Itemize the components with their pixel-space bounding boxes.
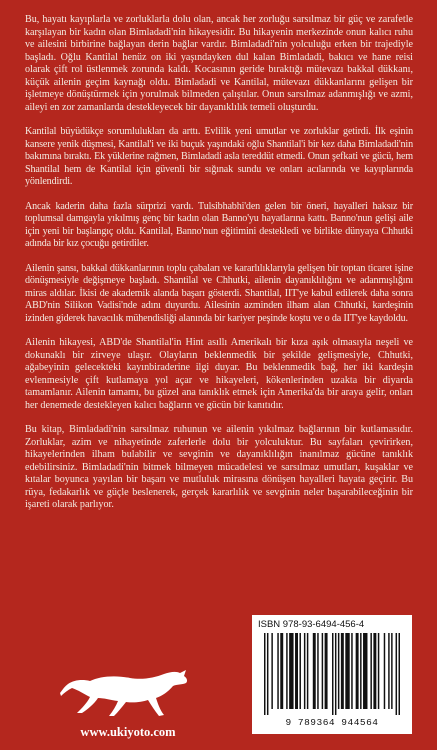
barcode-bar bbox=[360, 633, 361, 709]
barcode-bar bbox=[370, 633, 371, 709]
barcode-bar bbox=[356, 633, 359, 709]
barcode-bar bbox=[391, 633, 392, 709]
synopsis-paragraph-5: Ailenin hikayesi, ABD'de Shantilal'in Hint asıllı Amerikalı bir kıza aşık olmasıyla neşeli ve dokunaklı bir zirveye ulaşır. Olayların beklenmedik bir şekilde gelişmesiyle, Chhutki, ağabeyinin gelecekteki kayınbiraderine ilgi duyar. Bu beklenmedik bağ, her iki kardeşin evlenmesiyle çift kutlamaya yol açar ve hikayeleri, kökenlerinden uzakta bir diyarda tamamlanır. Ailenin tamamı, bu güzel ana tanıklık etmek için Amerika'da bir araya gelir, onları her denemede destekleyen kalıcı bağların ve gücün bir kanıtıdır. bbox=[25, 337, 413, 411]
barcode-bar bbox=[341, 633, 344, 709]
barcode-bar bbox=[304, 633, 305, 709]
barcode-bar bbox=[299, 633, 300, 709]
barcode-bar bbox=[399, 633, 400, 715]
barcode-bar bbox=[378, 633, 379, 709]
barcode-bar bbox=[271, 633, 272, 709]
barcode-bar bbox=[345, 633, 349, 709]
barcode-bar bbox=[332, 633, 333, 715]
barcode-bar bbox=[396, 633, 397, 715]
synopsis-paragraph-3: Ancak kaderin daha fazla sürprizi vardı. Tulsibhabhi'den gelen bir öneri, hayalleri haksız bir toplumsal damgayla yıkılmış genç bir kadın olan Banno'yu hayatlarına kattı. Banno'nun gelişi aile için yeni bir başlangıç oldu. Kantilal, Banno'nun eğitimini destekledi ve birlikte dünyaya Chhutki adında bir kız çocuğu getirdiler. bbox=[25, 200, 413, 249]
barcode-bar bbox=[295, 633, 298, 709]
synopsis-paragraph-1: Bu, hayatı kayıplarla ve zorluklarla dolu olan, ancak her zorluğu sarsılmaz bir güç ve zarafetle karşılayan bir kadın olan Bimladadi'nin hikayesidir. Bu hikayenin merkezinde onun kalıcı ruhu ve ailesini birbirine bağlayan derin bağlar vardır. Bimladadi'nin yolculuğu erken bir trajediyle başladı. Oğlu Kantilal henüz on iki yaşındayken dul kalan Bimladadi, bakıcı ve hane reisi olarak çift rol üstlenmek zorunda kaldı. Kocasının geride bıraktığı mütevazı bakkal dükkanı, küçük ailenin geçim kaynağı oldu. Bimladadi ve Kantilal, mütevazı dükkanlarını gelişen bir işletmeye dönüştürmek için yorulmak bilmeden çalıştılar. Onun sarsılmaz adanmışlığı ve azmi, aileyi en zor zamanlarda destekleyecek bir dayanıklılık temeli oluşturdu. bbox=[25, 14, 413, 113]
barcode-bar bbox=[289, 633, 293, 709]
publisher-website[interactable]: www.ukiyoto.com bbox=[80, 725, 176, 739]
barcode-bar bbox=[388, 633, 389, 709]
barcode-bar bbox=[325, 633, 328, 709]
synopsis-paragraph-6: Bu kitap, Bimladadi'nin sarsılmaz ruhunun ve ailenin yıkılmaz bağlarının bir kutlamasıdır. Zorluklar, azim ve nihayetinde zaferlerle dolu bir yolculuktur. Bu sayfaları çevirirken, hikayelerinden ilham bulabilir ve sevginin ve dayanıklılığın inanılmaz gücüne tanıklık edebilirsiniz. Bimladadi'nin bitmek bilmeyen mücadelesi ve sarsılmaz umutları, kuşaklar ve kıtalar boyunca yayılan bir başarı ve mutluluk mirasına dönüşen hayalleri hayata geçirir. Bu rüya, fedakarlık ve güçle beslenerek, gerçek kararlılık ve sevginin neler başarabileceğinin bir işareti olarak parlıyor. bbox=[25, 424, 413, 510]
barcode-bar bbox=[313, 633, 316, 709]
leopard-icon bbox=[60, 662, 190, 722]
barcode-bar bbox=[267, 633, 268, 715]
synopsis-paragraph-4: Ailenin şansı, bakkal dükkanlarının toplu çabaları ve kararlılıklarıyla gelişen bir toptan ticaret işine dönüşmesiyle değişmeye başladı. Shantilal ve Chhutki, ailenin dayanıklılığını ve adanmışlığını miras aldılar. İkisi de akademik alanda başarı gösterdi. Shantilal, IIT'ye kabul edilerek daha sonra ABD'nin Silikon Vadisi'nde adını duyurdu. Ailesinin azminden ilham alan Chhutki, kardeşinin izinden giderek havacılık mühendisliği alanında bir kariyer peşinde koştu ve o da IIT'ye kaydoldu. bbox=[25, 262, 413, 324]
barcode-bar bbox=[363, 633, 367, 709]
barcode-bar bbox=[286, 633, 287, 709]
barcode-bar bbox=[335, 633, 336, 715]
barcode-bar bbox=[338, 633, 339, 709]
isbn-digits: 9 789364 944564 bbox=[285, 717, 379, 728]
isbn-label: ISBN 978-93-6494-456-4 bbox=[258, 619, 365, 630]
barcode-bar bbox=[307, 633, 308, 709]
barcode bbox=[262, 633, 402, 715]
barcode-bar bbox=[384, 633, 385, 709]
barcode-bar bbox=[277, 633, 278, 709]
barcode-bar bbox=[322, 633, 323, 709]
barcode-bar bbox=[317, 633, 318, 709]
synopsis-paragraph-2: Kantilal büyüdükçe sorumlulukları da arttı. Evlilik yeni umutlar ve zorluklar getirdi. İlk eşinin kansere yenik düşmesi, Kantilal'i ve iki buçuk yaşındaki oğlu Shantilal'i bir kez daha Bimladadi'nin bakımına bıraktı. Ek yüklerine rağmen, Bimladadi asla tereddüt etmedi. Onun şefkati ve gücü, hem Shantilal hem de Kantilal için güvenli bir sığınak sundu ve onları acılarında ve kayıplarında yönlendirdi. bbox=[25, 126, 413, 187]
synopsis bbox=[25, 14, 413, 524]
barcode-bar bbox=[264, 633, 265, 715]
barcode-bar bbox=[373, 633, 376, 709]
barcode-bar bbox=[351, 633, 352, 709]
isbn-barcode-box bbox=[252, 615, 412, 734]
barcode-bar bbox=[280, 633, 283, 709]
